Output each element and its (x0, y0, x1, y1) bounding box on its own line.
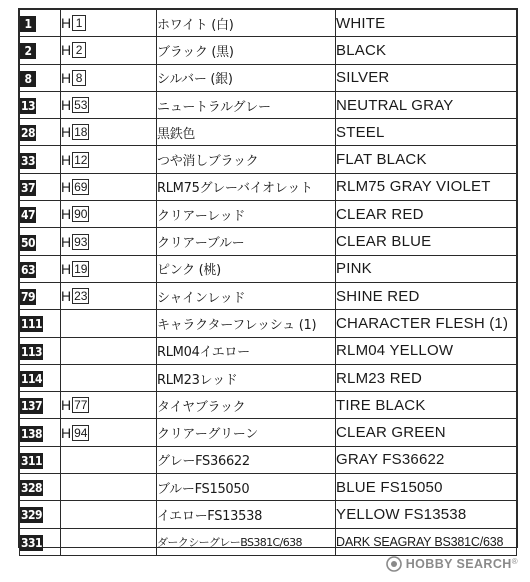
paint-row (20, 419, 517, 446)
japanese-color-name: クリアーグリーン (157, 419, 336, 446)
japanese-color-name: RLM75グレーバイオレット (157, 173, 336, 200)
paint-number-badge: 47 (21, 208, 36, 223)
paint-number-badge: 33 (21, 153, 36, 168)
paint-number-badge: 8 (20, 71, 36, 87)
h-code-number: 19 (74, 261, 88, 276)
h-code-number: 23 (74, 289, 88, 304)
h-code-cell (61, 446, 157, 473)
watermark-brand: HOBBY SEARCH (405, 557, 512, 571)
english-color-name: CLEAR RED (336, 201, 517, 228)
h-code-prefix: H (61, 69, 72, 86)
paint-row (20, 364, 517, 391)
japanese-color-name: ホワイト (白) (157, 10, 336, 37)
h-code-prefix: H (61, 42, 72, 59)
paint-row (20, 474, 517, 501)
h-code-number: 2 (72, 42, 86, 58)
japanese-color-name: シャインレッド (157, 282, 336, 309)
h-code-cell (61, 364, 157, 391)
paint-number-cell (20, 91, 61, 118)
english-color-name: BLUE FS15050 (336, 474, 517, 501)
paint-row (20, 310, 517, 337)
paint-row (20, 10, 517, 37)
h-code-cell (61, 255, 157, 282)
english-color-name: BLACK (336, 37, 517, 64)
paint-number-badge: 1 (20, 16, 36, 32)
paint-number-cell (20, 419, 61, 446)
hobby-search-watermark (386, 553, 518, 575)
english-color-name: RLM75 GRAY VIOLET (336, 173, 517, 200)
paint-number-cell (20, 282, 61, 309)
paint-number-cell (20, 119, 61, 146)
h-code-number: 94 (74, 425, 88, 440)
paint-row (20, 528, 517, 555)
paint-color-chart (18, 8, 518, 548)
english-color-name: PINK (336, 255, 517, 282)
paint-row (20, 282, 517, 309)
h-code-cell (61, 474, 157, 501)
paint-number-cell (20, 37, 61, 64)
h-code-cell (61, 501, 157, 528)
paint-number-cell (20, 228, 61, 255)
h-code-prefix: H (61, 97, 72, 114)
h-code-number: 18 (74, 125, 88, 140)
japanese-color-name: クリアーレッド (157, 201, 336, 228)
h-code-cell (61, 64, 157, 91)
japanese-color-name: グレーFS36622 (157, 446, 336, 473)
h-code-number: 77 (74, 398, 88, 413)
paint-number-cell (20, 501, 61, 528)
h-code-prefix: H (61, 424, 72, 441)
japanese-color-name: イエローFS13538 (157, 501, 336, 528)
japanese-color-name: RLM04イエロー (157, 337, 336, 364)
paint-number-cell (20, 10, 61, 37)
paint-number-badge: 111 (21, 317, 43, 332)
paint-number-cell (20, 201, 61, 228)
h-code-cell (61, 310, 157, 337)
english-color-name: DARK SEAGRAY BS381C/638 (336, 528, 517, 555)
japanese-color-name: RLM23レッド (157, 364, 336, 391)
paint-number-badge: 79 (21, 290, 36, 305)
paint-row (20, 446, 517, 473)
paint-number-cell (20, 528, 61, 555)
paint-table-body (20, 10, 517, 556)
english-color-name: TIRE BLACK (336, 392, 517, 419)
h-code-prefix: H (61, 151, 72, 168)
english-color-name: NEUTRAL GRAY (336, 91, 517, 118)
paint-row (20, 64, 517, 91)
h-code-number: 12 (74, 152, 88, 167)
h-code-prefix: H (61, 260, 72, 277)
english-color-name: GRAY FS36622 (336, 446, 517, 473)
paint-row (20, 201, 517, 228)
paint-row (20, 337, 517, 364)
japanese-color-name: ダークシーグレーBS381C/638 (157, 528, 336, 555)
paint-number-badge: 113 (21, 344, 43, 359)
paint-number-cell (20, 474, 61, 501)
paint-number-badge: 138 (21, 426, 43, 441)
japanese-color-name: クリアーブルー (157, 228, 336, 255)
h-code-cell (61, 419, 157, 446)
english-color-name: CLEAR BLUE (336, 228, 517, 255)
paint-number-badge: 28 (21, 126, 36, 141)
paint-row (20, 173, 517, 200)
english-color-name: SHINE RED (336, 282, 517, 309)
paint-number-badge: 311 (21, 453, 43, 468)
h-code-cell (61, 10, 157, 37)
english-color-name: CLEAR GREEN (336, 419, 517, 446)
h-code-cell (61, 91, 157, 118)
hobby-search-logo-icon (386, 556, 402, 572)
paint-number-badge: 13 (21, 99, 36, 114)
japanese-color-name: シルバー (銀) (157, 64, 336, 91)
paint-number-cell (20, 310, 61, 337)
paint-row (20, 501, 517, 528)
paint-row (20, 91, 517, 118)
paint-number-badge: 331 (21, 535, 43, 550)
paint-number-cell (20, 64, 61, 91)
h-code-number: 90 (74, 207, 88, 222)
paint-number-cell (20, 337, 61, 364)
japanese-color-name: ブラック (黒) (157, 37, 336, 64)
h-code-cell (61, 173, 157, 200)
h-code-number: 8 (72, 70, 86, 86)
paint-row (20, 146, 517, 173)
h-code-prefix: H (61, 124, 72, 141)
japanese-color-name: ピンク (桃) (157, 255, 336, 282)
watermark-text (406, 557, 518, 571)
h-code-cell (61, 228, 157, 255)
h-code-cell (61, 201, 157, 228)
english-color-name: WHITE (336, 10, 517, 37)
h-code-number: 93 (74, 234, 88, 249)
h-code-cell (61, 37, 157, 64)
japanese-color-name: ニュートラルグレー (157, 91, 336, 118)
paint-row (20, 228, 517, 255)
h-code-prefix: H (61, 178, 72, 195)
english-color-name: RLM23 RED (336, 364, 517, 391)
paint-number-cell (20, 146, 61, 173)
h-code-cell (61, 528, 157, 555)
paint-row (20, 255, 517, 282)
japanese-color-name: キャラクターフレッシュ (1) (157, 310, 336, 337)
paint-number-cell (20, 364, 61, 391)
h-code-cell (61, 119, 157, 146)
english-color-name: CHARACTER FLESH (1) (336, 310, 517, 337)
paint-row (20, 37, 517, 64)
paint-number-badge: 2 (20, 43, 36, 59)
h-code-prefix: H (61, 288, 72, 305)
h-code-prefix: H (61, 206, 72, 223)
english-color-name: FLAT BLACK (336, 146, 517, 173)
h-code-cell (61, 146, 157, 173)
paint-number-badge: 329 (21, 508, 43, 523)
h-code-number: 1 (72, 15, 86, 31)
paint-number-badge: 63 (21, 262, 36, 277)
japanese-color-name: 黒鉄色 (157, 119, 336, 146)
english-color-name: RLM04 YELLOW (336, 337, 517, 364)
paint-number-cell (20, 255, 61, 282)
paint-number-badge: 37 (21, 180, 36, 195)
h-code-prefix: H (61, 15, 72, 32)
h-code-cell (61, 337, 157, 364)
japanese-color-name: ブルーFS15050 (157, 474, 336, 501)
watermark-registered-mark: ® (511, 557, 518, 566)
japanese-color-name: つや消しブラック (157, 146, 336, 173)
paint-row (20, 119, 517, 146)
h-code-number: 53 (74, 98, 88, 113)
paint-number-cell (20, 446, 61, 473)
paint-number-badge: 114 (21, 372, 43, 386)
h-code-number: 69 (74, 179, 88, 194)
english-color-name: STEEL (336, 119, 517, 146)
paint-number-cell (20, 173, 61, 200)
english-color-name: YELLOW FS13538 (336, 501, 517, 528)
paint-number-cell (20, 392, 61, 419)
japanese-color-name: タイヤブラック (157, 392, 336, 419)
h-code-prefix: H (61, 397, 72, 414)
paint-number-badge: 328 (21, 481, 43, 496)
h-code-cell (61, 392, 157, 419)
paint-table (19, 9, 517, 556)
paint-number-badge: 137 (21, 399, 43, 414)
h-code-prefix: H (61, 233, 72, 250)
paint-number-badge: 50 (21, 235, 36, 250)
paint-row (20, 392, 517, 419)
h-code-cell (61, 282, 157, 309)
english-color-name: SILVER (336, 64, 517, 91)
